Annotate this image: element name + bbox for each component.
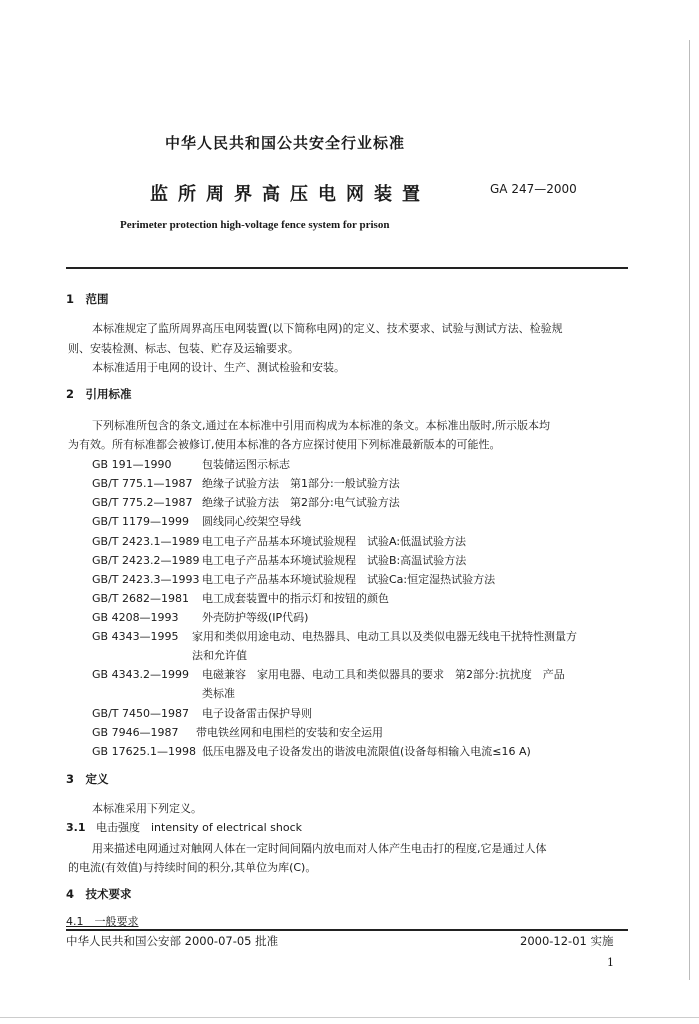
reference-item bbox=[92, 705, 312, 721]
reference-item bbox=[92, 552, 466, 568]
reference-code: GB/T 2423.3—1993 bbox=[92, 573, 200, 586]
section-heading-references: 2 引用标准 bbox=[66, 387, 132, 401]
reference-title: 电磁兼容 家用电器、电动工具和类似器具的要求 第2部分:抗扰度 产品 bbox=[202, 668, 565, 681]
definition-text-line1: 用来描述电网通过对触网人体在一定时间间隔内放电而对人体产生电击打的程度,它是通过人体 bbox=[92, 842, 547, 855]
reference-title: 绝缘子试验方法 第1部分:一般试验方法 bbox=[202, 477, 400, 490]
definition-term bbox=[66, 819, 302, 835]
reference-title: 绝缘子试验方法 第2部分:电气试验方法 bbox=[202, 496, 400, 509]
reference-item bbox=[92, 494, 400, 510]
reference-title: 外壳防护等级(IP代码) bbox=[202, 611, 309, 624]
reference-title: 电工成套装置中的指示灯和按钮的颜色 bbox=[202, 592, 389, 605]
scope-para2: 本标准适用于电网的设计、生产、测试检验和安装。 bbox=[92, 361, 345, 374]
definition-text-line2: 的电流(有效值)与持续时间的积分,其单位为库(C)。 bbox=[68, 861, 317, 874]
standard-title-cn: 监所周界高压电网装置 bbox=[150, 184, 430, 205]
definitions-intro: 本标准采用下列定义。 bbox=[92, 802, 202, 815]
header-divider bbox=[66, 267, 628, 269]
reference-code: GB/T 1179—1999 bbox=[92, 515, 189, 528]
reference-code: GB 7946—1987 bbox=[92, 726, 179, 739]
reference-title-continued: 类标准 bbox=[202, 687, 235, 700]
implementation-date: 2000-12-01 实施 bbox=[520, 934, 614, 948]
scan-edge-mark bbox=[0, 1017, 699, 1018]
reference-code: GB 191—1990 bbox=[92, 458, 172, 471]
footer-divider bbox=[66, 929, 628, 931]
definition-number: 3.1 bbox=[66, 821, 86, 834]
reference-title-continued: 法和允许值 bbox=[192, 649, 247, 662]
reference-title: 圆线同心绞架空导线 bbox=[202, 515, 301, 528]
reference-item bbox=[92, 590, 389, 606]
reference-code: GB/T 2682—1981 bbox=[92, 592, 189, 605]
reference-code: GB 4208—1993 bbox=[92, 611, 179, 624]
section-heading-definitions: 3 定义 bbox=[66, 772, 109, 786]
page-number: 1 bbox=[607, 956, 614, 969]
reference-item bbox=[92, 628, 577, 644]
reference-item bbox=[92, 475, 400, 491]
reference-title: 家用和类似用途电动、电热器具、电动工具以及类似电器无线电干扰特性测量方 bbox=[192, 630, 577, 643]
references-intro-line1: 下列标准所包含的条文,通过在本标准中引用而构成为本标准的条文。本标准出版时,所示版本均 bbox=[92, 419, 550, 432]
reference-title: 电工电子产品基本环境试验规程 试验Ca:恒定湿热试验方法 bbox=[202, 573, 496, 586]
reference-title: 包装储运图示标志 bbox=[202, 458, 290, 471]
reference-item bbox=[92, 513, 301, 529]
standard-code: GA 247—2000 bbox=[490, 182, 577, 196]
reference-code: GB 17625.1—1998 bbox=[92, 745, 197, 758]
subsection-general-requirements: 4.1 一般要求 bbox=[66, 915, 139, 928]
reference-title: 电子设备雷击保护导则 bbox=[202, 707, 312, 720]
reference-code: GB/T 775.1—1987 bbox=[92, 477, 193, 490]
reference-title: 电工电子产品基本环境试验规程 试验B:高温试验方法 bbox=[202, 554, 467, 567]
scope-para1-line2: 则、安装检测、标志、包装、贮存及运输要求。 bbox=[68, 342, 299, 355]
definition-term-text: 电击强度 intensity of electrical shock bbox=[96, 821, 303, 834]
reference-code: GB/T 775.2—1987 bbox=[92, 496, 193, 509]
reference-item bbox=[92, 456, 290, 472]
reference-code: GB 4343—1995 bbox=[92, 630, 179, 643]
reference-item bbox=[92, 724, 383, 740]
approval-date: 中华人民共和国公安部 2000-07-05 批准 bbox=[66, 934, 279, 948]
reference-code: GB/T 2423.2—1989 bbox=[92, 554, 200, 567]
reference-item bbox=[92, 571, 495, 587]
reference-item bbox=[92, 533, 466, 549]
reference-title: 带电铁丝网和电围栏的安装和安全运用 bbox=[196, 726, 383, 739]
reference-item bbox=[92, 609, 308, 625]
reference-title: 电工电子产品基本环境试验规程 试验A:低温试验方法 bbox=[202, 535, 467, 548]
standard-title-en: Perimeter protection high-voltage fence system for prison bbox=[120, 219, 390, 231]
reference-item bbox=[92, 743, 531, 759]
section-heading-technical-requirements: 4 技术要求 bbox=[66, 887, 132, 901]
reference-item bbox=[92, 666, 565, 682]
scope-para1-line1: 本标准规定了监所周界高压电网装置(以下简称电网)的定义、技术要求、试验与测试方法、检验规 bbox=[92, 322, 563, 335]
reference-title: 低压电器及电子设备发出的谐波电流限值(设备每相输入电流≤16 A) bbox=[202, 745, 531, 758]
references-intro-line2: 为有效。所有标准都会被修订,使用本标准的各方应探讨使用下列标准最新版本的可能性。 bbox=[68, 438, 501, 451]
section-heading-scope: 1 范围 bbox=[66, 292, 109, 306]
reference-code: GB/T 7450—1987 bbox=[92, 707, 189, 720]
scan-edge-mark bbox=[689, 40, 690, 980]
reference-code: GB/T 2423.1—1989 bbox=[92, 535, 200, 548]
reference-code: GB 4343.2—1999 bbox=[92, 668, 190, 681]
issuing-org-header: 中华人民共和国公共安全行业标准 bbox=[164, 134, 405, 152]
